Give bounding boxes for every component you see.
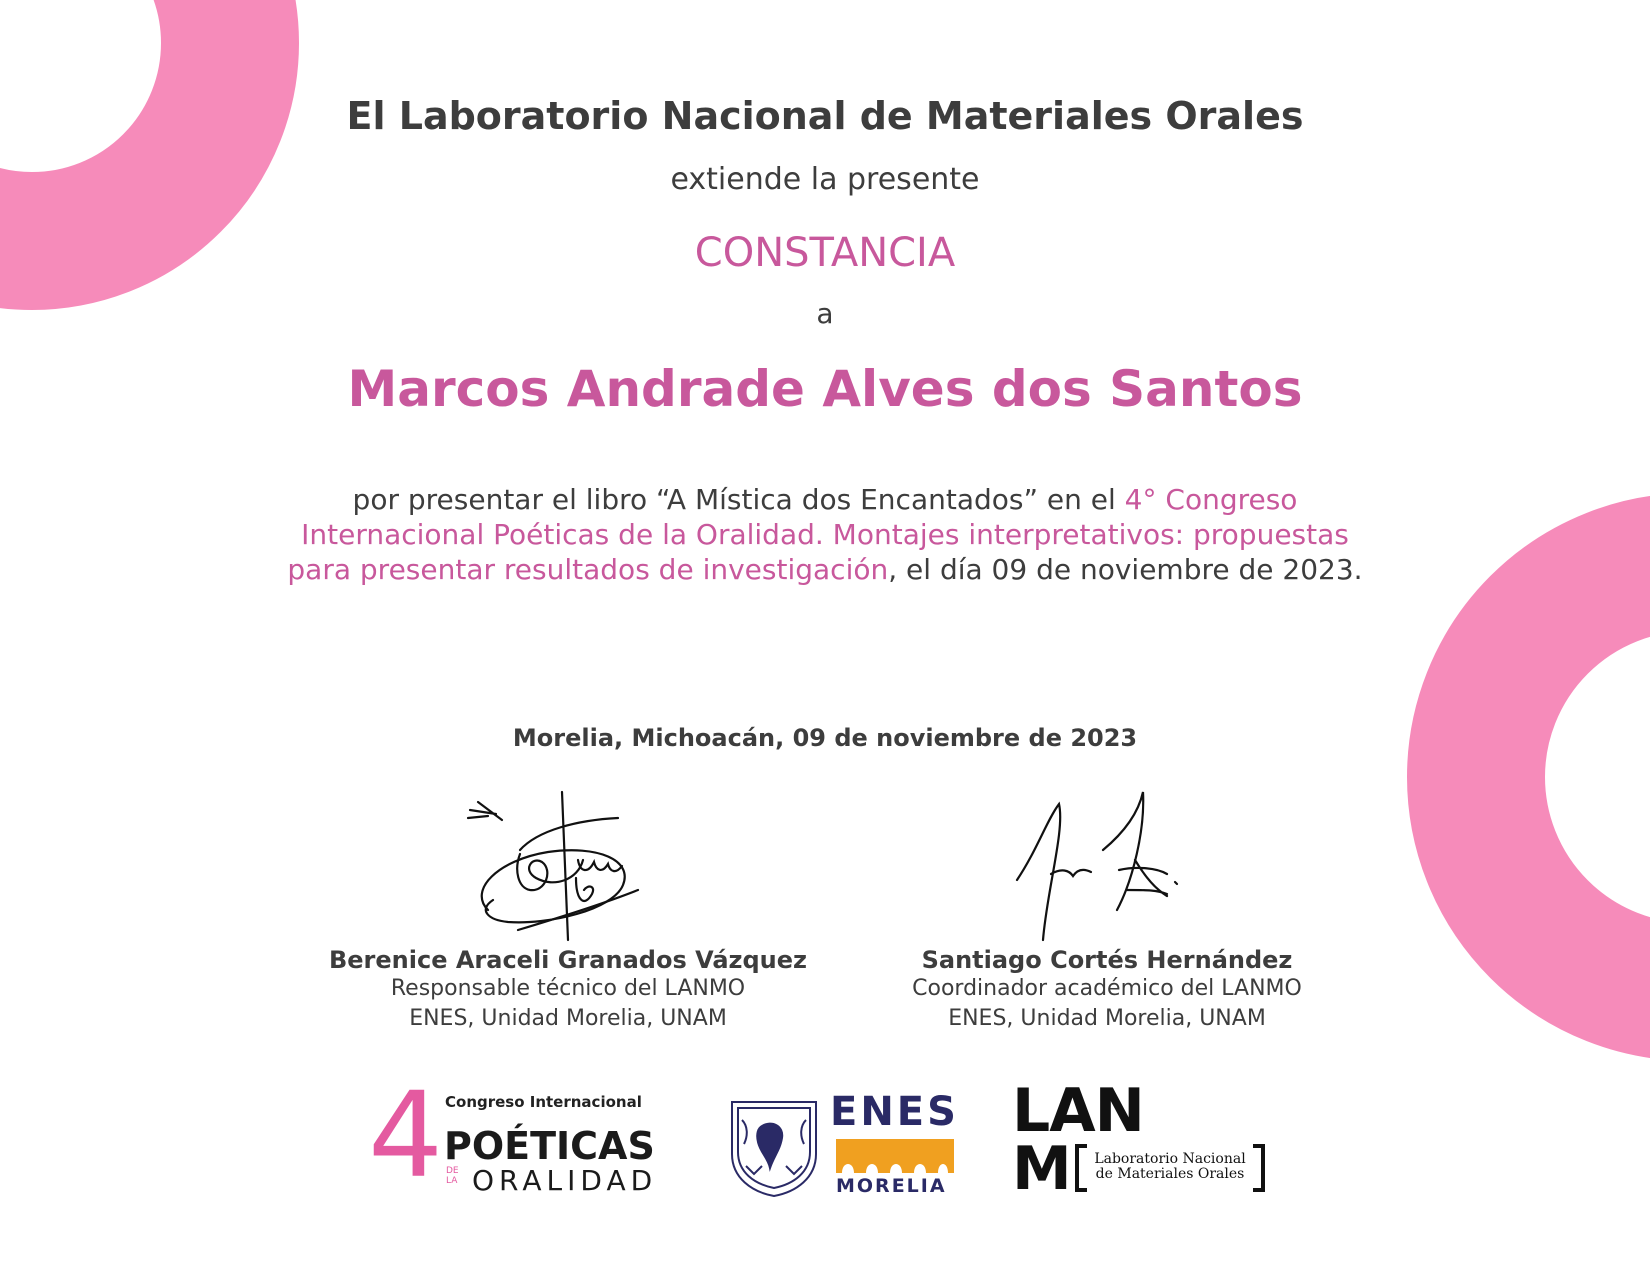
signer-right <box>827 790 1387 1034</box>
congreso-main-text: POÉTICAS <box>444 1124 655 1168</box>
congreso-logo <box>368 1066 668 1204</box>
signer-role: Coordinador académico del LANMO <box>912 976 1302 1001</box>
aqueduct-icon <box>836 1139 954 1173</box>
enes-title: ENES <box>830 1089 959 1135</box>
lanmo-m-text: M <box>1012 1134 1072 1204</box>
event-name: 4° Congreso Internacional Poéticas de la Oralidad. Montajes interpretativos: propuestas para presentar resultados de investigación <box>287 483 1349 586</box>
place-and-date: Morelia, Michoacán, 09 de noviembre de 2023 <box>512 724 1138 752</box>
extends-text: extiende la presente <box>670 162 980 197</box>
signature-left-icon <box>458 790 678 942</box>
body-part-2: , el día 09 de noviembre de 2023. <box>888 553 1363 586</box>
signer-institution: ENES, Unidad Morelia, UNAM <box>948 1006 1266 1031</box>
signer-name: Berenice Araceli Granados Vázquez <box>328 946 808 974</box>
decorative-ring-right <box>1407 493 1650 1061</box>
congreso-top-text: Congreso Internacional <box>445 1093 642 1111</box>
lanmo-bracket-right <box>1253 1144 1265 1192</box>
signer-left <box>288 790 848 1034</box>
congreso-number: 4 <box>368 1066 444 1204</box>
congreso-oralidad-text: ORALIDAD <box>472 1164 658 1197</box>
certificate-body <box>280 482 1370 587</box>
congreso-de-la: DE LA <box>446 1166 459 1186</box>
signer-role: Responsable técnico del LANMO <box>390 976 746 1001</box>
lanmo-logo <box>1012 1076 1270 1204</box>
recipient-name: Marcos Andrade Alves dos Santos <box>347 360 1303 418</box>
signer-institution: ENES, Unidad Morelia, UNAM <box>409 1006 727 1031</box>
lanmo-full-name: Laboratorio Nacional de Materiales Orales <box>1094 1151 1246 1182</box>
body-part-1: por presentar el libro “A Mística dos Encantados” en el <box>352 483 1125 516</box>
lanmo-lan-text: LAN <box>1012 1076 1144 1146</box>
document-type: CONSTANCIA <box>694 230 956 276</box>
enes-morelia-logo <box>830 1089 962 1200</box>
signature-right-icon <box>1007 790 1207 942</box>
to-word: a <box>816 297 834 330</box>
lanmo-bracket-left <box>1075 1144 1087 1192</box>
signer-name: Santiago Cortés Hernández <box>921 946 1293 974</box>
enes-subtitle: MORELIA <box>836 1175 947 1197</box>
issuer-heading: El Laboratorio Nacional de Materiales Orales <box>346 94 1304 138</box>
unam-shield-icon <box>724 1096 824 1199</box>
